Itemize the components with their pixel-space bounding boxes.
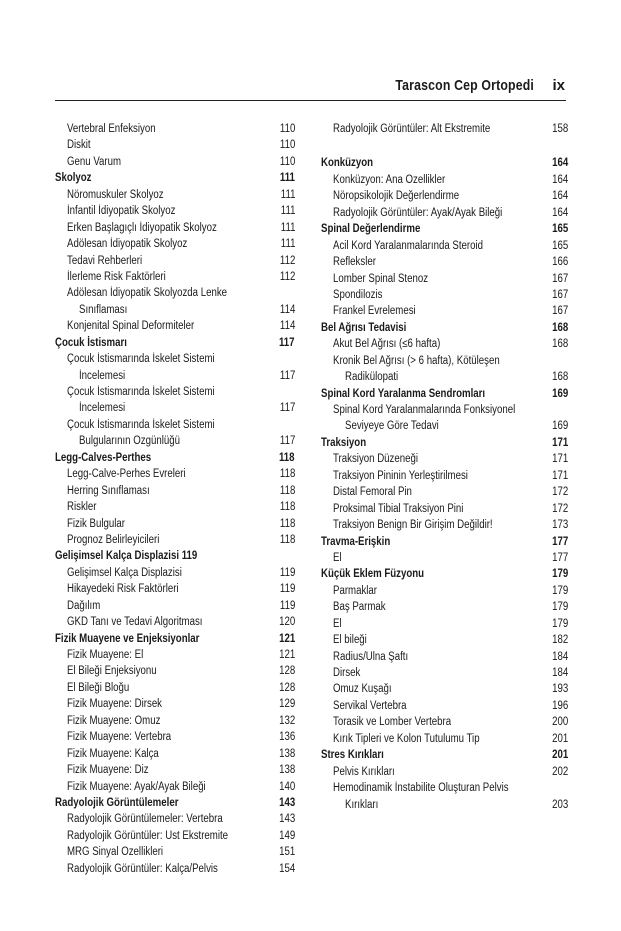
toc-entry-page: 114 — [279, 320, 295, 333]
toc-entry — [55, 532, 295, 548]
toc-entry-title: Traksiyon Pininin Yerleştirilmesi — [333, 469, 468, 482]
toc-entry-page: 169 — [551, 387, 568, 400]
toc-entry-title: Spinal Kord Yaralanmalarında Fonksiyonel — [333, 404, 516, 416]
toc-entry-page: 182 — [551, 634, 568, 647]
toc-entry-page: 167 — [551, 272, 568, 285]
toc-entry-page: 172 — [551, 486, 568, 499]
toc-entry — [321, 353, 568, 369]
toc-entry-title: Nöromuskuler Skolyoz — [67, 188, 164, 201]
toc-entry-title: Sınıflaması — [79, 303, 128, 316]
toc-entry — [55, 729, 295, 745]
toc-entry — [55, 861, 295, 877]
toc-entry-title: Radyolojik Görüntüler: Alt Ekstremite — [333, 123, 491, 135]
toc-entry — [321, 517, 568, 533]
toc-entry-title: Servikal Vertebra — [333, 699, 407, 712]
toc-entry-title: Fizik Muayene ve Enjeksiyonlar — [55, 632, 200, 645]
toc-entry-page: 179 — [551, 601, 568, 614]
toc-entry-title: Akut Bel Ağrısı (≤6 hafta) — [333, 338, 441, 351]
toc-entry-title: Fizik Muayene: Diz — [67, 764, 149, 777]
toc-entry — [55, 417, 295, 433]
book-title: Tarascon Cep Ortopedi — [395, 77, 534, 94]
toc-entry — [55, 466, 295, 482]
toc-entry-title: Radius/Ulna Şaftı — [333, 650, 409, 663]
toc-section-heading — [321, 386, 568, 402]
toc-entry-page: 171 — [551, 436, 568, 449]
toc-entry-page: 111 — [280, 205, 295, 218]
toc-entry-page: 110 — [279, 155, 295, 168]
toc-entry-page: 117 — [279, 435, 295, 448]
toc-entry — [321, 649, 568, 665]
toc-entry-page: 119 — [279, 583, 295, 596]
toc-entry-title: Bel Ağrısı Tedavisi — [321, 321, 407, 334]
toc-entry-title: Vertebral Enfeksiyon — [67, 123, 156, 135]
toc-entry — [55, 384, 295, 400]
toc-entry-title: İncelemesi — [79, 369, 126, 382]
toc-entry-page: 201 — [551, 749, 568, 762]
toc-entry-page: 117 — [279, 402, 295, 415]
toc-entry-page: 164 — [551, 190, 568, 203]
toc-entry-page: 200 — [551, 716, 568, 729]
header-rule — [55, 100, 566, 101]
toc-entry — [55, 565, 295, 581]
toc-entry-title: Legg-Calves-Perthes — [55, 451, 152, 464]
toc-entry-title: GKD Tanı ve Tedavi Algoritması — [67, 616, 203, 629]
toc-entry-title: Dağılım — [67, 599, 101, 612]
toc-entry-page: 118 — [279, 468, 295, 481]
toc-entry-page: 119 — [279, 599, 295, 612]
toc-entry-title: Proksimal Tibial Traksiyon Pini — [333, 502, 464, 515]
toc-entry-title: Çocuk İstismarında İskelet Sistemi — [67, 353, 215, 366]
toc-entry-title: El bileği — [333, 634, 367, 647]
toc-section-heading — [321, 747, 568, 763]
toc-entry — [55, 762, 295, 778]
toc-entry-page: 171 — [551, 469, 568, 482]
toc-section-heading — [321, 221, 568, 237]
toc-entry-page: 119 — [279, 566, 295, 579]
toc-entry — [321, 336, 568, 352]
toc-entry-title: Spinal Kord Yaralanma Sendromları — [321, 387, 486, 400]
toc-entry-page: 165 — [551, 239, 568, 252]
toc-entry — [55, 137, 295, 153]
toc-entry-title: Radyolojik Görüntüler: Üst Ekstremite — [67, 829, 229, 842]
toc-entry — [55, 811, 295, 827]
toc-entry-page: 168 — [551, 371, 568, 384]
toc-entry — [321, 764, 568, 780]
toc-entry-page: 118 — [279, 484, 295, 497]
toc-entry-title: Radyolojik Görüntülemeler — [55, 796, 179, 809]
toc-entry-page: 132 — [278, 714, 295, 727]
toc-entry — [55, 318, 295, 334]
toc-entry — [55, 483, 295, 499]
toc-entry — [321, 172, 568, 188]
toc-entry — [55, 269, 295, 285]
toc-entry-title: Dirsek — [333, 667, 361, 679]
toc-entry — [321, 205, 568, 221]
toc-entry — [55, 614, 295, 630]
toc-entry — [321, 287, 568, 303]
toc-entry-page: 117 — [279, 369, 295, 382]
toc-entry — [55, 302, 295, 318]
toc-entry-title: Travma-Erişkin — [321, 535, 391, 548]
toc-entry-page: 138 — [278, 747, 295, 760]
toc-entry-page: 203 — [551, 798, 568, 811]
toc-entry — [321, 484, 568, 500]
toc-entry-page: 149 — [278, 829, 295, 842]
toc-entry-title: İnfantil İdiyopatik Skolyoz — [67, 205, 176, 218]
toc-entry-page: 201 — [551, 732, 568, 745]
toc-entry-title: Konküzyon — [321, 157, 374, 170]
toc-entry-page: 158 — [551, 123, 568, 135]
toc-entry-title: Tedavi Rehberleri — [67, 254, 143, 267]
toc-entry — [321, 665, 568, 681]
toc-entry-page: 129 — [278, 698, 295, 711]
toc-section-heading — [321, 534, 568, 550]
toc-right-column — [321, 121, 568, 813]
toc-entry-title: Kırıkları — [345, 798, 379, 811]
toc-entry-title: Küçük Eklem Füzyonu — [321, 568, 425, 581]
toc-entry — [55, 253, 295, 269]
toc-entry-page: 118 — [279, 501, 295, 514]
toc-entry — [55, 680, 295, 696]
toc-entry-title: Legg-Calve-Perhes Evreleri — [67, 468, 186, 481]
toc-entry — [55, 187, 295, 203]
toc-entry — [321, 254, 568, 270]
toc-entry — [321, 550, 568, 566]
toc-entry-title: Fizik Bulgular — [67, 517, 125, 530]
toc-entry-title: El Bileği Bloğu — [67, 681, 130, 694]
toc-entry — [321, 418, 568, 434]
toc-entry — [321, 369, 568, 385]
page-number: ix — [552, 77, 565, 94]
toc-entry-page: 118 — [279, 451, 295, 464]
toc-entry — [321, 238, 568, 254]
toc-entry-page: 111 — [280, 221, 295, 234]
toc-entry-page: 114 — [279, 303, 295, 316]
toc-entry — [55, 121, 295, 137]
toc-entry-page: 111 — [280, 238, 295, 251]
toc-entry — [55, 844, 295, 860]
toc-entry-title: Spinal Değerlendirme — [321, 223, 421, 236]
toc-entry — [321, 698, 568, 714]
toc-entry-page: 164 — [551, 157, 568, 170]
toc-entry-title: Acil Kord Yaralanmalarında Steroid — [333, 239, 483, 252]
toc-entry-title: Fizik Muayene: Kalça — [67, 747, 159, 760]
toc-entry-title: Traksiyon — [321, 436, 367, 449]
toc-entry-title: Pelvis Kırıkları — [333, 765, 395, 778]
toc-section-heading — [55, 795, 295, 811]
page-header — [0, 0, 621, 100]
toc-entry — [55, 663, 295, 679]
toc-entry — [55, 828, 295, 844]
toc-entry-title: Prognoz Belirleyicileri — [67, 533, 160, 546]
toc-entry-title: Hikayedeki Risk Faktörleri — [67, 583, 179, 596]
toc-entry-page: 128 — [278, 681, 295, 694]
toc-entry-title: El Bileği Enjeksiyonu — [67, 665, 157, 678]
toc-entry — [321, 797, 568, 813]
toc-entry — [55, 746, 295, 762]
toc-entry-title: El — [333, 551, 342, 564]
toc-entry-title: Çocuk İstismarında İskelet Sistemi — [67, 418, 215, 431]
toc-entry-page: 202 — [551, 765, 568, 778]
toc-entry-title: Lomber Spinal Stenoz — [333, 272, 429, 285]
toc-entry-title: Kırık Tipleri ve Kolon Tutulumu Tip — [333, 732, 480, 745]
toc-entry — [321, 714, 568, 730]
toc-entry — [55, 779, 295, 795]
toc-entry — [55, 581, 295, 597]
toc-entry — [321, 780, 568, 796]
toc-entry-page: 165 — [551, 223, 568, 236]
toc-entry — [55, 351, 295, 367]
toc-entry — [55, 400, 295, 416]
toc-entry-page: 164 — [551, 173, 568, 186]
toc-entry-title: Konküzyon: Ana Özellikler — [333, 173, 446, 186]
toc-entry-page: 177 — [551, 535, 568, 548]
toc-left-column — [55, 121, 295, 877]
toc-entry-page: 138 — [278, 764, 295, 777]
toc-entry-title: MRG Sinyal Özellikleri — [67, 846, 164, 859]
toc-entry-page: 166 — [551, 256, 568, 269]
toc-entry-page: 140 — [278, 780, 295, 793]
toc-entry-page: 193 — [551, 683, 568, 696]
toc-entry-page: 177 — [551, 551, 568, 564]
toc-entry-page: 118 — [279, 533, 295, 546]
toc-entry-page: 179 — [551, 617, 568, 630]
toc-entry-page: 168 — [551, 338, 568, 351]
toc-entry — [55, 285, 295, 301]
toc-section-heading — [321, 435, 568, 451]
section-spacer — [321, 137, 568, 155]
toc-section-heading — [55, 548, 295, 564]
toc-entry-page: 164 — [551, 206, 568, 219]
toc-entry — [321, 583, 568, 599]
toc-section-heading — [55, 450, 295, 466]
toc-entry-page: 121 — [278, 649, 295, 661]
toc-entry-title: Stres Kırıkları — [321, 749, 384, 762]
toc-entry-title: Fizik Muayene: Omuz — [67, 714, 161, 727]
toc-entry-title: Fizik Muayene: Ayak/Ayak Bileği — [67, 780, 206, 793]
toc-entry-page: 121 — [278, 632, 295, 645]
toc-entry — [321, 599, 568, 615]
toc-entry-page: 168 — [551, 321, 568, 334]
toc-entry-page: 117 — [279, 336, 295, 349]
toc-entry — [55, 220, 295, 236]
toc-entry-page: 118 — [279, 517, 295, 530]
toc-entry-page: 184 — [551, 667, 568, 679]
toc-entry-page: 111 — [279, 172, 295, 185]
toc-entry-page: 112 — [279, 254, 295, 267]
toc-entry-title: Fizik Muayene: Vertebra — [67, 731, 172, 744]
toc-entry-title: Diskit — [67, 139, 91, 152]
toc-entry-page: 128 — [278, 665, 295, 678]
toc-entry-title: Parmaklar — [333, 584, 378, 597]
toc-entry — [55, 236, 295, 252]
toc-entry — [321, 632, 568, 648]
toc-entry-title: Radyolojik Görüntüler: Ayak/Ayak Bileği — [333, 206, 503, 219]
toc-entry-title: El — [333, 617, 342, 630]
toc-section-heading — [321, 320, 568, 336]
toc-entry-title: Torasik ve Lomber Vertebra — [333, 716, 452, 729]
toc-entry-title: Fizik Muayene: El — [67, 649, 144, 661]
toc-entry — [321, 731, 568, 747]
toc-entry — [321, 271, 568, 287]
toc-entry-title: Çocuk İstismarı — [55, 336, 127, 349]
toc-entry-title: Herring Sınıflaması — [67, 484, 150, 497]
toc-entry — [321, 681, 568, 697]
toc-entry — [321, 121, 568, 137]
toc-entry — [55, 499, 295, 515]
toc-entry-page: 173 — [551, 519, 568, 532]
toc-entry — [55, 647, 295, 663]
toc-entry-title: İlerleme Risk Faktörleri — [67, 270, 166, 283]
toc-entry-title: Fizik Muayene: Dirsek — [67, 698, 163, 711]
toc-entry-page: 167 — [551, 305, 568, 318]
toc-entry — [55, 696, 295, 712]
toc-entry — [321, 402, 568, 418]
toc-entry-title: Gelişimsel Kalça Displazisi — [67, 566, 182, 579]
toc-section-heading — [55, 335, 295, 351]
toc-entry-title: Radyolojik Görüntülemeler: Vertebra — [67, 813, 223, 826]
toc-entry-page: 110 — [279, 139, 295, 152]
toc-entry — [321, 468, 568, 484]
toc-entry — [55, 433, 295, 449]
toc-entry-title: Çocuk İstismarında İskelet Sistemi — [67, 386, 215, 398]
toc-entry-page: 143 — [278, 796, 295, 809]
toc-entry — [321, 188, 568, 204]
toc-entry-page: 120 — [278, 616, 295, 629]
toc-entry-title: Refleksler — [333, 256, 376, 269]
toc-entry — [55, 713, 295, 729]
toc-entry-page: 172 — [551, 502, 568, 515]
toc-entry-page: 179 — [551, 568, 568, 581]
toc-entry-page: 112 — [279, 270, 295, 283]
toc-entry — [55, 154, 295, 170]
toc-entry — [321, 451, 568, 467]
toc-entry-title: Kronik Bel Ağrısı (> 6 hafta), Kötüleşen — [333, 354, 500, 367]
toc-section-heading — [55, 631, 295, 647]
toc-entry-title: Spondilozis — [333, 288, 383, 301]
toc-entry — [55, 203, 295, 219]
toc-entry-title: Erken Başlagıçlı İdiyopatik Skolyoz — [67, 221, 217, 234]
toc-entry — [321, 303, 568, 319]
toc-entry — [55, 598, 295, 614]
toc-entry-page: 111 — [280, 188, 295, 201]
toc-entry-page: 171 — [551, 453, 568, 466]
toc-entry-title: Bulgularının Özgünlüğü — [79, 435, 180, 448]
toc-entry — [321, 616, 568, 632]
toc-entry-title: Genu Varum — [67, 155, 122, 168]
toc-entry — [321, 501, 568, 517]
toc-entry-page: 169 — [551, 420, 568, 433]
toc-entry-title: Radyolojik Görüntüler: Kalça/Pelvis — [67, 862, 218, 875]
toc-entry-page: 167 — [551, 288, 568, 301]
toc-section-heading — [55, 170, 295, 186]
toc-entry-page: 151 — [278, 846, 295, 859]
toc-entry-title: Gelişimsel Kalça Displazisi 119 — [55, 550, 198, 563]
toc-entry-title: Konjenital Spinal Deformiteler — [67, 320, 195, 333]
toc-entry-page: 196 — [551, 699, 568, 712]
toc-entry-title: Frankel Evrelemesi — [333, 305, 416, 318]
toc-entry-title: Omuz Kuşağı — [333, 683, 392, 696]
toc-section-heading — [321, 566, 568, 582]
toc-entry-title: Radikülopati — [345, 371, 399, 384]
toc-entry-title: Baş Parmak — [333, 601, 386, 614]
toc-entry-title: Riskler — [67, 501, 97, 514]
toc-entry — [55, 368, 295, 384]
toc-entry-page: 136 — [278, 731, 295, 744]
toc-entry-title: İncelemesi — [79, 402, 126, 415]
toc-section-heading — [321, 155, 568, 171]
toc-entry-title: Hemodinamik İnstabilite Oluşturan Pelvis — [333, 782, 509, 795]
toc-entry-title: Traksiyon Düzeneği — [333, 453, 419, 466]
toc-entry-page: 154 — [278, 862, 295, 875]
toc-entry-title: Traksiyon Benign Bir Girişim Değildir! — [333, 519, 493, 532]
toc-entry-page: 110 — [279, 123, 295, 135]
toc-entry-title: Distal Femoral Pin — [333, 486, 412, 499]
toc-entry-page: 184 — [551, 650, 568, 663]
toc-entry-page: 179 — [551, 584, 568, 597]
toc-entry-title: Skolyoz — [55, 172, 92, 185]
toc-entry-title: Nöropsikolojik Değerlendirme — [333, 190, 460, 203]
toc-entry — [55, 516, 295, 532]
toc-entry-title: Adölesan İdiyopatik Skolyoz — [67, 238, 188, 251]
toc-entry-title: Seviyeye Göre Tedavi — [345, 420, 439, 433]
toc-entry-page: 143 — [278, 813, 295, 826]
toc-entry-title: Adölesan İdiyopatik Skolyozda Lenke — [67, 287, 228, 300]
